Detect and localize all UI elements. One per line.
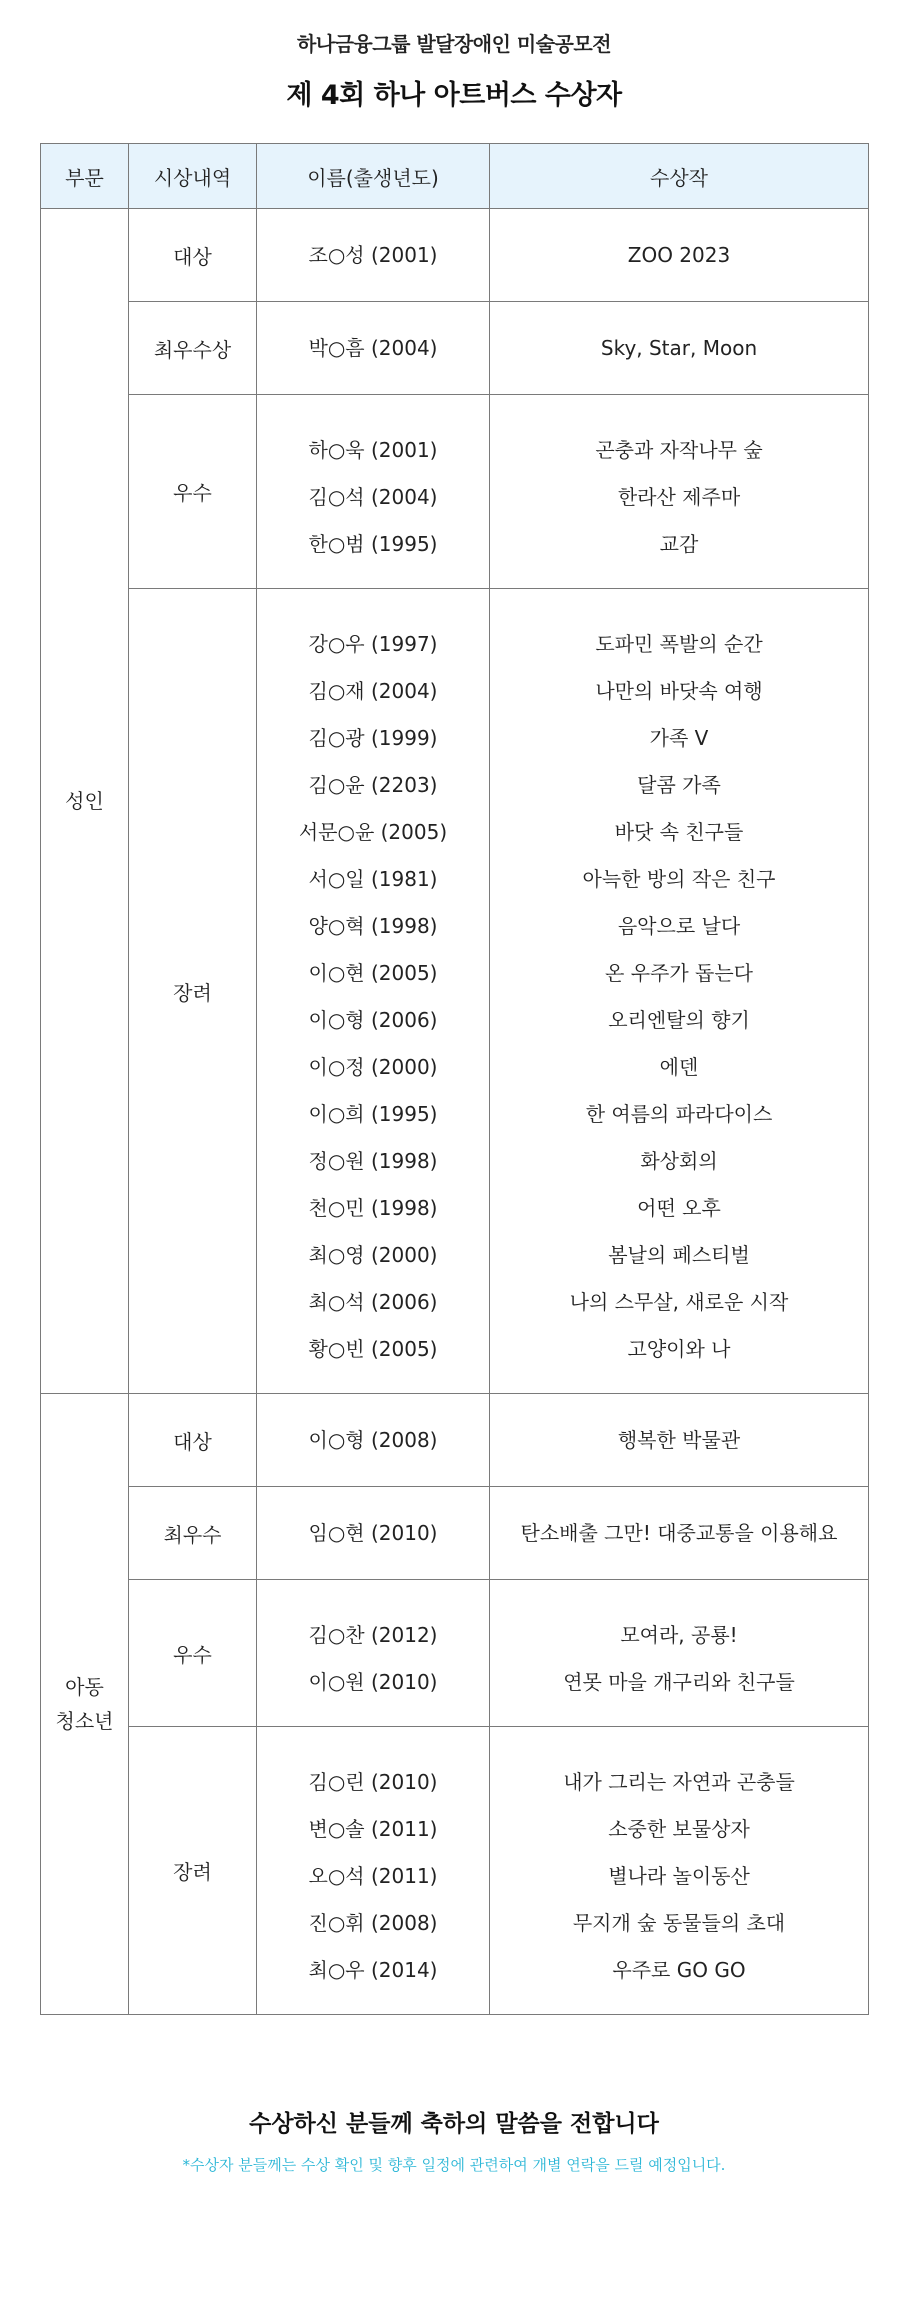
page-header (0, 0, 908, 112)
artwork-title: 연못 마을 개구리와 친구들 (563, 1670, 795, 1694)
winner-name: 박○흠 (2004) (308, 335, 438, 360)
artwork-title-cell (490, 209, 869, 302)
winner-name: 천○민 (1998) (308, 1196, 438, 1220)
artwork-title: ZOO 2023 (627, 242, 731, 267)
artwork-title: 내가 그리는 자연과 곤충들 (563, 1770, 795, 1794)
artwork-title: 모여라, 공룡! (620, 1623, 738, 1647)
winner-name: 서○일 (1981) (308, 867, 438, 891)
artwork-title: 에덴 (659, 1055, 699, 1079)
table-body (41, 209, 869, 2015)
winner-name: 최○우 (2014) (308, 1958, 438, 1982)
artwork-title: 봄날의 페스티벌 (608, 1243, 750, 1267)
table-row (41, 1487, 869, 1580)
winner-name-cell (257, 589, 490, 1394)
artwork-title-cell (490, 395, 869, 589)
winner-name: 이○현 (2005) (308, 961, 438, 985)
winner-name-cell (257, 1394, 490, 1487)
table-row (41, 395, 869, 589)
artwork-title: 오리엔탈의 향기 (608, 1008, 750, 1032)
artwork-title-cell (490, 589, 869, 1394)
winner-name: 서문○윤 (2005) (298, 820, 448, 844)
artwork-title-cell (490, 1487, 869, 1580)
artwork-title: 탄소배출 그만! 대중교통을 이용해요 (520, 1520, 838, 1545)
winner-name: 오○석 (2011) (308, 1864, 438, 1888)
winner-name-cell (257, 395, 490, 589)
winner-name: 변○솔 (2011) (308, 1817, 438, 1841)
artwork-title: 나만의 바닷속 여행 (595, 679, 763, 703)
artwork-title: 가족 V (649, 726, 709, 750)
column-header-name: 이름(출생년도) (257, 144, 490, 209)
artwork-title: Sky, Star, Moon (600, 335, 758, 360)
winner-name: 이○형 (2006) (308, 1008, 438, 1032)
artwork-title-cell (490, 1394, 869, 1487)
congratulations-message: 수상하신 분들께 축하의 말씀을 전합니다 (249, 2111, 659, 2137)
artwork-title-cell (490, 1727, 869, 2015)
division-cell (41, 209, 129, 1394)
division-label: 청소년 (55, 1709, 114, 1733)
winner-name-cell (257, 302, 490, 395)
artwork-title: 아늑한 방의 작은 친구 (582, 867, 776, 891)
winner-name: 김○찬 (2012) (308, 1623, 438, 1647)
artwork-title: 도파민 폭발의 순간 (595, 632, 763, 656)
artwork-title: 고양이와 나 (627, 1337, 731, 1361)
column-header-work: 수상작 (490, 144, 869, 209)
winner-name: 정○원 (1998) (308, 1149, 438, 1173)
award-type-cell: 장려 (129, 589, 257, 1394)
column-header-division: 부문 (41, 144, 129, 209)
winner-name: 김○석 (2004) (308, 485, 438, 509)
artwork-title: 바닷 속 친구들 (614, 820, 744, 844)
winner-name-cell (257, 209, 490, 302)
winner-name: 조○성 (2001) (308, 242, 438, 267)
division-cell (41, 1394, 129, 2015)
division-label: 아동 (65, 1675, 104, 1699)
winner-name: 김○린 (2010) (308, 1770, 438, 1794)
artwork-title: 온 우주가 돕는다 (605, 961, 753, 985)
contest-subtitle: 하나금융그룹 발달장애인 미술공모전 (296, 32, 612, 56)
artwork-title: 별나라 놀이동산 (608, 1864, 750, 1888)
table-row (41, 1580, 869, 1727)
award-type-cell: 최우수상 (129, 302, 257, 395)
winner-name-cell (257, 1580, 490, 1727)
winner-name: 김○윤 (2203) (308, 773, 438, 797)
winner-name: 임○현 (2010) (308, 1520, 438, 1545)
award-type-cell: 우수 (129, 1580, 257, 1727)
column-header-award: 시상내역 (129, 144, 257, 209)
artwork-title: 행복한 박물관 (617, 1427, 741, 1452)
contact-notice: *수상자 분들께는 수상 확인 및 향후 일정에 관련하여 개별 연락을 드릴 예정입니다. (182, 2156, 726, 2174)
artwork-title: 달콤 가족 (637, 773, 721, 797)
winner-name: 김○재 (2004) (308, 679, 438, 703)
artwork-title: 화상회의 (640, 1149, 718, 1173)
winner-name: 이○원 (2010) (308, 1670, 438, 1694)
table-row (41, 1727, 869, 2015)
award-type-cell: 대상 (129, 209, 257, 302)
artwork-title: 곤충과 자작나무 숲 (595, 438, 763, 462)
artwork-title: 한라산 제주마 (617, 485, 741, 509)
winner-name: 강○우 (1997) (308, 632, 438, 656)
winners-table (40, 143, 869, 2015)
table-row (41, 1394, 869, 1487)
winner-name: 최○영 (2000) (308, 1243, 438, 1267)
winner-name: 황○빈 (2005) (308, 1337, 438, 1361)
artwork-title-cell (490, 302, 869, 395)
division-label: 성인 (65, 789, 104, 813)
artwork-title: 한 여름의 파라다이스 (585, 1102, 773, 1126)
artwork-title: 어떤 오후 (637, 1196, 721, 1220)
artwork-title: 교감 (659, 532, 699, 556)
winner-name-cell (257, 1487, 490, 1580)
award-type-cell: 대상 (129, 1394, 257, 1487)
artwork-title: 나의 스무살, 새로운 시작 (569, 1290, 789, 1314)
winner-name: 한○범 (1995) (308, 532, 438, 556)
winner-name: 이○희 (1995) (308, 1102, 438, 1126)
table-row (41, 209, 869, 302)
winner-name: 이○정 (2000) (308, 1055, 438, 1079)
artwork-title: 음악으로 날다 (617, 914, 741, 938)
artwork-title: 소중한 보물상자 (608, 1817, 750, 1841)
winner-name: 이○형 (2008) (308, 1427, 438, 1452)
table-row (41, 302, 869, 395)
page-title: 제 4회 하나 아트버스 수상자 (286, 80, 622, 111)
table-row (41, 589, 869, 1394)
winner-name-cell (257, 1727, 490, 2015)
award-type-cell: 장려 (129, 1727, 257, 2015)
award-type-cell: 우수 (129, 395, 257, 589)
winner-name: 진○휘 (2008) (308, 1911, 438, 1935)
winner-name: 최○석 (2006) (308, 1290, 438, 1314)
winner-name: 양○혁 (1998) (308, 914, 438, 938)
award-type-cell: 최우수 (129, 1487, 257, 1580)
artwork-title: 우주로 GO GO (612, 1958, 746, 1982)
winner-name: 김○광 (1999) (308, 726, 438, 750)
winner-name: 하○욱 (2001) (308, 438, 438, 462)
artwork-title: 무지개 숲 동물들의 초대 (572, 1911, 786, 1935)
table-header-row (41, 144, 869, 209)
artwork-title-cell (490, 1580, 869, 1727)
